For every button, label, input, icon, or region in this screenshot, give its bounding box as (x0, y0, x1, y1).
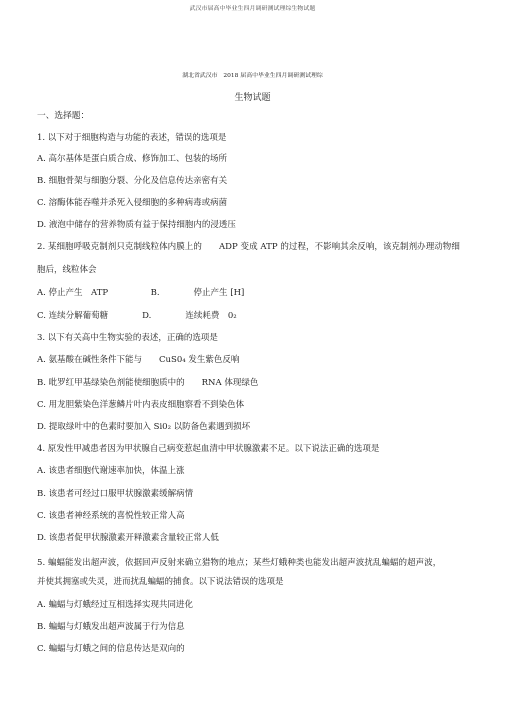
question-2-stem: 2. 某细胞呼吸克制剂只克制线粒体内膜上的 ADP 变成 ATP 的过程，不影响其余反响，该克制剂办理动物细 (37, 242, 460, 252)
question-1-option-d: D. 液泡中储存的营养物质有益于保持细胞内的浸透压 (37, 220, 236, 230)
document-title: 湖北省武汉市 2018 届高中毕业生四月调研测试理综 (182, 73, 323, 79)
question-4-option-d: D. 该患者促甲状腺激素开释激素含量较正常人低 (37, 533, 219, 543)
question-5-stem: 5. 蝙蝠能发出超声波，依据回声反射来确立猎物的地点；某些灯蛾种类也能发出超声波扰乱蝙蝠的超声波， (37, 558, 442, 568)
question-5-option-a: A. 蝙蝠与灯蛾经过互相选择实现共同进化 (37, 600, 194, 610)
question-4-option-c: C. 该患者神经系统的喜悦性较正常人高 (37, 511, 185, 521)
question-1-stem: 1. 以下对于细胞构造与功能的表述，错误的选项是 (37, 133, 227, 143)
question-4-option-a: A. 该患者细胞代谢速率加快，体温上涨 (37, 466, 185, 476)
question-2-stem-continued: 胞后，线粒体会 (37, 265, 97, 275)
document-subtitle: 生物试题 (234, 93, 271, 103)
question-2-options-ab: A. 停止产生 ATP B. 停止产生 [H] (37, 288, 245, 298)
question-3-stem: 3. 以下有关高中生物实验的表述，正确的选项是 (37, 333, 218, 343)
question-5-option-b: B. 蝙蝠与灯蛾发出超声波属于行为信息 (37, 622, 185, 632)
question-3-option-d: D. 提取绿叶中的色素时要加入 Si0₂ 以防备色素遇到损坏 (37, 422, 251, 432)
question-3-option-b: B. 吡罗红甲基绿染色剂能使细胞质中的 RNA 体现绿色 (37, 378, 259, 388)
question-1-option-a: A. 高尔基体是蛋白质合成、修饰加工、包装的场所 (37, 154, 228, 164)
question-3-option-c: C. 用龙胆紫染色洋葱鳞片叶内表皮细胞察看不到染色体 (37, 400, 245, 410)
question-1-option-b: B. 细胞骨架与细胞分裂、分化及信息传达亲密有关 (37, 176, 228, 186)
question-5-option-c: C. 蝙蝠与灯蛾之间的信息传达是双向的 (37, 644, 185, 654)
question-3-option-a: A. 氨基酸在碱性条件下能与 CuS0₄ 发生紫色反响 (37, 355, 240, 365)
question-1-option-c: C. 溶酶体能吞噬并杀死入侵细胞的多种病毒或病菌 (37, 198, 228, 208)
question-2-options-cd: C. 连续分解葡萄糖 D. 连续耗费 0₂ (37, 311, 237, 321)
section-heading: 一、选择题： (37, 111, 90, 121)
question-4-option-b: B. 该患者可经过口服甲状腺激素缓解病情 (37, 489, 194, 499)
question-4-stem: 4. 原发性甲减患者因为甲状腺自己病变惹起血清中甲状腺激素不足。以下说法正确的选项是 (37, 444, 380, 454)
question-5-stem-continued: 并使其拥塞或失灵，进而扰乱蝙蝠的捕食。以下说法错误的选项是 (37, 577, 284, 587)
page-header: 武汉市届高中毕业生四月调研测试理综生物试题 (189, 6, 316, 12)
